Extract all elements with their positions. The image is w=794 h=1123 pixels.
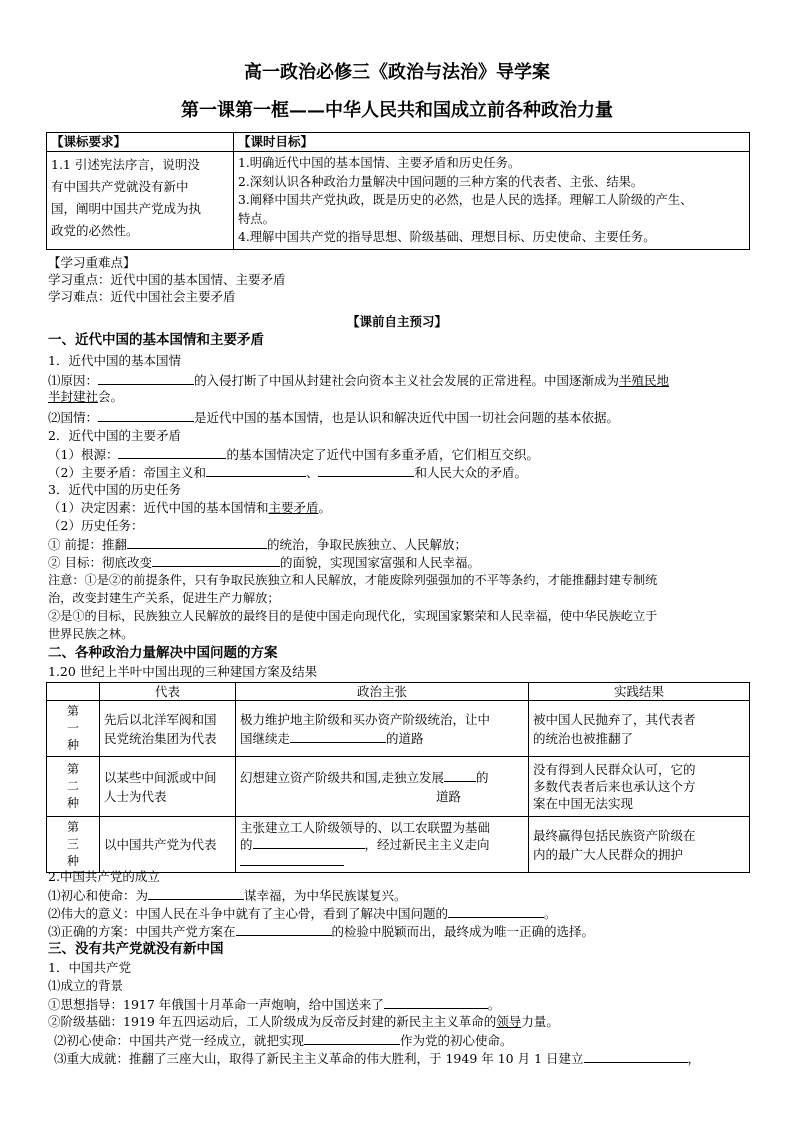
standard-line: 政党的必然性。 [51, 223, 139, 238]
thought-line [48, 996, 500, 1013]
table-row [47, 701, 750, 757]
cause-line [48, 372, 669, 389]
row-label-char: 第 [66, 820, 79, 834]
row-label [47, 817, 100, 873]
key-focus: 学习重点：近代中国的基本国情、主要矛盾 [48, 272, 286, 287]
state-label: ⑵国情： [48, 410, 99, 425]
objective-line: 特点。 [238, 211, 275, 226]
col-header-claim: 政治主张 [236, 683, 529, 701]
section1-title: 一、近代中国的基本国情和主要矛盾 [48, 332, 264, 348]
cause-line-2 [48, 389, 123, 405]
decide-label: （1）决定因素：近代中国的基本国情和 [48, 500, 269, 515]
cause-blank[interactable] [98, 372, 194, 385]
rep-line: 民党统治集团为代表 [104, 730, 217, 746]
main-sep: 、 [305, 465, 319, 480]
root-line [48, 446, 539, 463]
s2-party-subheading: 2.中国共产党的成立 [48, 869, 160, 884]
preview-heading: 【课前自主预习】 [346, 314, 447, 329]
rep-line: 以某些中间派或中间 [104, 769, 217, 785]
claim-line: 极力维护地主阶级和买办资产阶级统治，让中 [240, 711, 491, 727]
s2-subheading: 2．近代中国的主要矛盾 [48, 428, 181, 443]
state-line [48, 409, 619, 426]
standard-content [47, 152, 234, 250]
main-blank-1[interactable] [206, 464, 306, 477]
objective-content [234, 152, 750, 250]
premise-label: ① 前提：推翻 [48, 537, 127, 552]
row-label-char: 三 [66, 837, 79, 851]
row-result [529, 701, 750, 757]
objective-header: 【课时目标】 [234, 133, 750, 152]
standard-line: 有中国共产党就没有新中 [51, 179, 189, 194]
main-blank-2[interactable] [318, 464, 414, 477]
class-end: 力量。 [521, 1014, 559, 1029]
table-row [47, 817, 750, 873]
s1-subheading: 1．近代中国的基本国情 [48, 353, 181, 368]
origin-label: ⑵初心使命：中国共产党一经成立，就把实现 [54, 1033, 305, 1048]
row-label-char: 一 [66, 721, 79, 735]
meaning-label: ⑵伟大的意义：中国人民在斗争中就有了主心骨，看到了解决中国问题的 [48, 906, 449, 921]
mission-text: 谋幸福，为中华民族谋复兴。 [244, 888, 407, 903]
standard-line: 国，阐明中国共产党成为执 [51, 201, 202, 216]
task-label: （2）历史任务： [48, 518, 144, 533]
claim-blank[interactable] [444, 769, 476, 782]
claim-line: 道路 [436, 788, 462, 804]
row-label-char: 种 [66, 796, 79, 810]
key-difficulty: 学习难点：近代中国社会主要矛盾 [48, 289, 236, 304]
claim-blank[interactable] [253, 836, 365, 849]
decide-end: 。 [318, 500, 331, 515]
decide-underlined: 主要矛盾 [268, 500, 319, 515]
row-label [47, 701, 100, 757]
achieve-blank[interactable] [584, 1050, 688, 1063]
row-label-char: 二 [66, 779, 79, 793]
row-label-char: 种 [66, 738, 79, 752]
row-label-char: 第 [66, 704, 79, 718]
result-line: 没有得到人民群众认可，它的 [533, 762, 696, 777]
achieve-label: ⑶重大成就：推翻了三座大山，取得了新民主主义革命的伟大胜利，于 1949 年 10 月 1 日建立 [54, 1051, 584, 1066]
plans-table [46, 682, 750, 873]
origin-text: 作为党的初心使命。 [400, 1033, 513, 1048]
row-representative [100, 817, 236, 873]
objective-line: 4.理解中国共产党的指导思想、阶级基础、理想目标、历史使命、主要任务。 [238, 230, 656, 244]
meaning-end: 。 [544, 906, 557, 921]
result-line: 内的最广大人民群众的拥护 [533, 846, 684, 862]
row-result [529, 817, 750, 873]
premise-line [48, 536, 467, 553]
achieve-line [54, 1050, 700, 1067]
cause-label: ⑴原因： [48, 373, 99, 388]
objective-line: 3.阐释中国共产党执政，既是历史的必然，也是人民的选择。理解工人阶级的产生、 [238, 193, 693, 207]
decide-line [48, 500, 331, 516]
claim-line: 的 ，经过新民主主义走向 [240, 837, 490, 852]
standard-header: 【课标要求】 [47, 133, 234, 152]
correct-text: 的检验中脱颖而出，最终成为唯一正确的选择。 [331, 924, 595, 939]
row-representative [100, 757, 236, 817]
objective-line: 1.明确近代中国的基本国情、主要矛盾和历史任务。 [238, 156, 521, 170]
row-claim [236, 817, 529, 873]
s2-table-caption: 1.20 世纪上半叶中国出现的三种建国方案及结果 [48, 664, 318, 679]
result-line: 被中国人民抛弃了，其代表者 [533, 711, 696, 727]
root-text: 的基本国情决定了近代中国有多重矛盾，它们相互交织。 [226, 447, 539, 462]
cause-underlined-2: 半封建社 [48, 389, 99, 404]
col-header-representative: 代表 [100, 683, 236, 701]
note-line-1: 注意：①是②的前提条件，只有争取民族独立和人民解放，才能废除列强强加的不平等条约，才能推翻封建专制统 [48, 573, 658, 587]
correct-line [48, 923, 594, 940]
result-line: 最终赢得包括民族资产阶级在 [533, 827, 696, 843]
goal-line [48, 554, 480, 571]
mission-label: ⑴初心和使命：为 [48, 888, 149, 903]
lesson-title: 第一课第一框——中华人民共和国成立前各种政治力量 [181, 100, 613, 121]
achieve-end: ， [687, 1051, 701, 1066]
row-result [529, 757, 750, 817]
premise-text: 的统治，争取民族独立、人民解放； [266, 537, 467, 552]
state-blank[interactable] [98, 409, 194, 422]
result-line: 的统治也被推翻了 [533, 730, 634, 746]
premise-blank[interactable] [127, 536, 267, 549]
objective-line: 2.深刻认识各种政治力量解决中国问题的三种方案的代表者、主张、结果。 [238, 174, 644, 189]
class-underlined: 领导 [496, 1014, 522, 1029]
thought-end: 。 [487, 997, 501, 1012]
note-line-2: 治，改变封建生产关系，促进生产力解放； [48, 591, 280, 605]
claim-line: 主张建立工人阶级领导的、以工农联盟为基础 [240, 820, 491, 835]
origin-blank[interactable] [304, 1032, 400, 1045]
row-representative [100, 701, 236, 757]
thought-label: ①思想指导：1917 年俄国十月革命一声炮响，给中国送来了 [48, 997, 384, 1012]
class-line [48, 1014, 559, 1030]
section3-title: 三、没有共产党就没有新中国 [48, 941, 224, 957]
mission-line [48, 887, 407, 904]
main-label: （2）主要矛盾：帝国主义和 [48, 465, 206, 480]
rep-line: 以中国共产党为代表 [104, 837, 217, 852]
cause-end: 会。 [98, 389, 124, 404]
mission-blank[interactable] [148, 887, 244, 900]
row-label [47, 757, 100, 817]
cause-text: 的入侵打断了中国从封建社会向资本主义社会发展的正常进程。中国逐渐成为 [194, 373, 620, 388]
standard-line: 1.1 引述宪法序言，说明没 [51, 157, 200, 172]
rep-line: 人士为代表 [104, 788, 167, 804]
cause-underlined: 半殖民地 [619, 373, 670, 388]
claim-line: 幻想建立资产阶级共和国,走独立发展 的 [240, 769, 489, 785]
goal-blank[interactable] [152, 554, 280, 567]
correct-blank[interactable] [236, 923, 332, 936]
claim-blank[interactable] [240, 853, 344, 866]
thought-blank[interactable] [384, 996, 488, 1009]
result-line: 多数代表者后来也承认这个方 [533, 779, 696, 794]
claim-line [240, 853, 524, 870]
main-text: 和人民大众的矛盾。 [414, 465, 527, 480]
s3-subheading: 3．近代中国的历史任务 [48, 482, 181, 497]
claim-line: 国继续走 的道路 [240, 730, 424, 746]
row-claim [236, 701, 529, 757]
result-line: 案在中国无法实现 [533, 796, 634, 811]
meaning-line [48, 905, 557, 922]
state-text: 是近代中国的基本国情，也是认识和解决近代中国一切社会问题的基本依据。 [194, 410, 620, 425]
s3-party-subheading: 1．中国共产党 [48, 960, 131, 975]
background-subheading: ⑴成立的背景 [48, 978, 124, 993]
claim-blank[interactable] [290, 730, 386, 743]
goal-label: ② 目标：彻底改变 [48, 555, 152, 570]
class-label: ②阶级基础：1919 年五四运动后，工人阶级成为反帝反封建的新民主主义革命的 [48, 1014, 497, 1029]
col-header-result: 实践结果 [529, 683, 750, 701]
origin-line [54, 1032, 513, 1049]
rep-line: 先后以北洋军阀和国 [104, 711, 217, 727]
section2-title: 二、各种政治力量解决中国问题的方案 [48, 645, 278, 661]
goal-text: 的面貌，实现国家富强和人民幸福。 [279, 555, 480, 570]
note-line-3: ②是①的目标，民族独立人民解放的最终目的是使中国走向现代化，实现国家繁荣和人民幸福，使中华民族屹立于 [48, 609, 658, 623]
row-label-char: 种 [66, 854, 79, 868]
note-line-4: 世界民族之林。 [48, 627, 134, 641]
main-contradiction-line [48, 464, 527, 481]
table-row [47, 757, 750, 817]
document-title: 高一政治必修三《政治与法治》导学案 [244, 62, 550, 83]
row-claim [236, 757, 529, 817]
correct-label: ⑶正确的方案：中国共产党方案在 [48, 924, 236, 939]
root-blank[interactable] [118, 446, 226, 459]
meaning-blank[interactable] [448, 905, 544, 918]
row-label-char: 第 [66, 762, 79, 776]
root-label: （1）根源： [48, 447, 119, 462]
objectives-table [46, 132, 750, 250]
key-points-heading: 【学习重难点】 [48, 255, 136, 270]
